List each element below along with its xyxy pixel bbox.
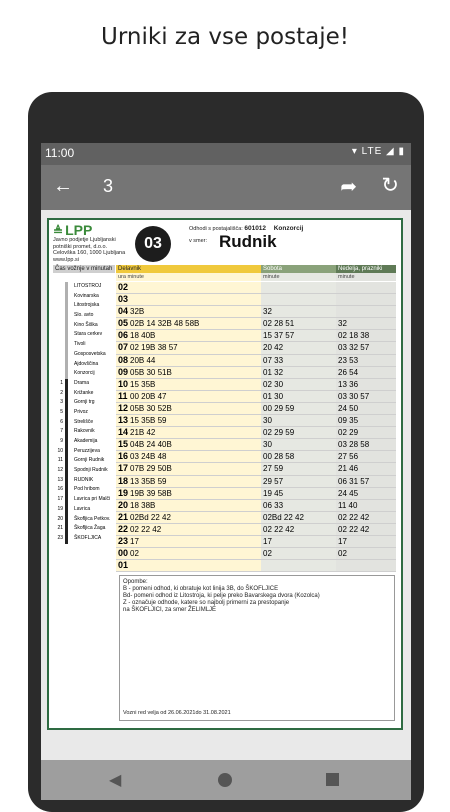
- sunday-minutes: 32: [338, 319, 347, 329]
- saturday-minutes: 00 28 58: [263, 452, 295, 462]
- hour-label: 07: [118, 342, 129, 353]
- saturday-minutes: 01 32: [263, 367, 284, 377]
- hour-label: 23: [118, 535, 129, 546]
- stop-name: Rakovnik: [74, 428, 95, 435]
- stop-item: [53, 330, 115, 340]
- company-line: potniški promet, d.o.o.: [53, 243, 108, 250]
- weekday-minutes: 18 38B: [130, 500, 156, 510]
- stop-name: Gornji Rudnik: [74, 457, 105, 464]
- back-arrow-icon[interactable]: ←: [53, 175, 73, 197]
- hour-label: 19: [118, 487, 129, 498]
- hour-row: [116, 536, 396, 548]
- stop-name: Gosposvetska: [74, 350, 106, 357]
- hour-label: 18: [118, 475, 129, 486]
- travel-minutes: 6: [60, 418, 63, 425]
- hour-label: 12: [118, 402, 129, 413]
- hour-label: 03: [118, 294, 129, 305]
- hour-row: [116, 294, 396, 306]
- sunday-minutes: 13 36: [338, 379, 359, 389]
- stop-item: [53, 515, 115, 525]
- hour-row: [116, 355, 396, 367]
- stop-item: [53, 437, 115, 447]
- route-marker: [65, 408, 68, 418]
- weekday-minutes: 05B 30 52B: [130, 403, 172, 413]
- weekday-minutes: 02B 14 32B 48 58B: [130, 319, 200, 329]
- hour-label: 22: [118, 523, 129, 534]
- stop-name: Konzorcij: [74, 370, 95, 377]
- weekday-cell: [116, 560, 261, 571]
- company-line: Javno podjetje Ljubljanski: [53, 237, 116, 243]
- saturday-minutes: 02 30: [263, 379, 284, 389]
- route-marker: [65, 447, 68, 457]
- saturday-minutes: 02 29 59: [263, 428, 295, 438]
- stop-name: Peruzzijeva: [74, 447, 100, 454]
- sunday-minutes: 03 28 58: [338, 440, 370, 450]
- sunday-minutes: 02 18 38: [338, 331, 370, 341]
- nav-recents-icon[interactable]: [326, 773, 339, 786]
- sunday-header: Nedelja, prazniki: [336, 265, 396, 273]
- saturday-cell: [261, 548, 336, 559]
- travel-minutes: 2: [60, 389, 63, 396]
- company-line: www.lpp.si: [53, 256, 79, 263]
- travel-minutes: 7: [60, 428, 63, 435]
- saturday-minutes: 02 28 51: [263, 319, 295, 329]
- hour-label: 13: [118, 415, 129, 426]
- stop-name: Spodnji Rudnik: [74, 467, 108, 474]
- route-marker: [65, 282, 68, 292]
- route-marker: [65, 485, 68, 495]
- app-bar-title: 3: [103, 176, 114, 196]
- sunday-subheader: minute: [336, 273, 396, 281]
- timetable-grid: [116, 282, 396, 572]
- route-marker: [65, 534, 68, 544]
- weekday-minutes: 18 40B: [130, 331, 156, 341]
- hour-label: 02: [118, 282, 129, 292]
- weekday-minutes: 07B 29 50B: [130, 464, 172, 474]
- sunday-minutes: 27 56: [338, 452, 359, 462]
- saturday-minutes: 07 33: [263, 355, 284, 365]
- nav-back-icon[interactable]: ◀: [109, 772, 122, 789]
- travel-minutes: 1: [60, 379, 63, 386]
- stop-name: Pod hribom: [74, 486, 100, 493]
- sunday-minutes: 02 22 42: [338, 512, 370, 522]
- hour-row: [116, 548, 396, 560]
- hour-row: [116, 403, 396, 415]
- route-marker: [65, 418, 68, 428]
- hour-label: 05: [118, 318, 129, 329]
- hour-label: 09: [118, 366, 129, 377]
- sunday-minutes: 02 22 42: [338, 524, 370, 534]
- stop-item: [53, 282, 115, 292]
- departures-label: Odhodi s postajališča:: [189, 226, 243, 232]
- stop-name: LITOSTROJ: [74, 283, 102, 289]
- stop-code: 601012: [244, 225, 267, 232]
- sunday-minutes: 24 45: [338, 488, 359, 498]
- sunday-minutes: 21 46: [338, 464, 359, 474]
- travel-minutes: 21: [57, 525, 63, 532]
- hour-row: [116, 367, 396, 379]
- travel-minutes: 19: [57, 505, 63, 512]
- hour-label: 08: [118, 354, 129, 365]
- hour-row: [116, 282, 396, 294]
- saturday-minutes: 02: [263, 549, 272, 559]
- direction-name: Rudnik: [219, 232, 277, 251]
- hour-label: 00: [118, 548, 129, 559]
- hour-label: 15: [118, 439, 129, 450]
- saturday-cell: [261, 282, 336, 293]
- stop-name: Privoz: [74, 408, 88, 415]
- sunday-minutes: 24 50: [338, 403, 359, 413]
- stop-name: Gornji trg: [74, 399, 95, 406]
- status-time: 11:00: [45, 146, 75, 160]
- sunday-minutes: 11 40: [338, 500, 358, 510]
- route-marker: [65, 292, 68, 302]
- sunday-minutes: 02: [338, 549, 347, 559]
- hour-label: 20: [118, 499, 129, 510]
- stop-name: Škofljica Žaga: [74, 525, 106, 532]
- stop-item: [53, 389, 115, 399]
- saturday-minutes: 32: [263, 307, 272, 317]
- route-marker: [65, 524, 68, 534]
- saturday-cell: [261, 560, 336, 571]
- stop-item: [53, 321, 115, 331]
- status-bar: [41, 143, 411, 165]
- route-marker: [65, 515, 68, 525]
- route-marker: [65, 437, 68, 447]
- stop-item: [53, 505, 115, 515]
- saturday-minutes: 30: [263, 440, 272, 450]
- weekday-minutes: 05B 30 51B: [130, 367, 172, 377]
- hour-label: 11: [118, 390, 128, 401]
- saturday-minutes: 15 37 57: [263, 331, 295, 341]
- stop-name: Škofljica Petkov.: [74, 515, 111, 522]
- saturday-cell: [261, 536, 336, 547]
- weekday-minutes: 02 19B 38 57: [130, 343, 178, 353]
- saturday-cell: [261, 415, 336, 426]
- travel-minutes: 13: [57, 476, 63, 483]
- stop-item: [53, 418, 115, 428]
- weekday-minutes: 00 20B 47: [130, 391, 167, 401]
- travel-minutes: 12: [57, 467, 63, 474]
- stop-item: [53, 466, 115, 476]
- weekday-minutes: 13 35B 59: [130, 476, 167, 486]
- stop-item: [53, 301, 115, 311]
- stop-name: Akademija: [74, 438, 98, 444]
- travel-minutes: 17: [57, 496, 63, 503]
- nav-home-icon[interactable]: [218, 773, 232, 787]
- stop-name: Lavrica pri Malči: [74, 496, 111, 503]
- stop-item: [53, 369, 115, 379]
- hour-row: [116, 306, 396, 318]
- sunday-cell: [336, 306, 396, 317]
- note-line: B - pomeni odhod, ki obratuje kot linija 3B, do ŠKOFLJICE: [123, 586, 279, 592]
- saturday-minutes: 27 59: [263, 464, 284, 474]
- route-marker: [65, 398, 68, 408]
- travel-minutes: 20: [57, 515, 63, 522]
- route-marker: [65, 389, 68, 399]
- direction-label: v smer:: [189, 238, 208, 244]
- sunday-minutes: 17: [338, 536, 347, 546]
- travel-time-header: Čas vožnje v minutah: [53, 265, 115, 273]
- hour-row: [116, 512, 396, 524]
- line-number-badge: 03: [135, 226, 171, 262]
- saturday-minutes: 00 29 59: [263, 403, 295, 413]
- route-marker: [65, 360, 68, 370]
- travel-minutes: 23: [57, 534, 63, 541]
- stop-name: Stara cerkev: [74, 331, 103, 338]
- route-marker: [65, 476, 68, 486]
- sunday-minutes: 23 53: [338, 355, 359, 365]
- hour-row: [116, 427, 396, 439]
- stop-item: [53, 524, 115, 534]
- stop-item: [53, 447, 115, 457]
- saturday-minutes: 02 22 42: [263, 524, 295, 534]
- status-icons: ▾ LTE ◢ ▮: [351, 146, 405, 157]
- headline: Urniki za vse postaje!: [101, 24, 349, 50]
- travel-minutes: 9: [60, 438, 63, 444]
- sunday-minutes: 03 32 57: [338, 343, 370, 353]
- route-marker: [65, 311, 68, 321]
- app-bar: [41, 165, 411, 210]
- hour-row: [116, 342, 396, 354]
- route-marker: [65, 505, 68, 515]
- sunday-minutes: 06 31 57: [338, 476, 370, 486]
- route-marker: [65, 369, 68, 379]
- route-marker: [65, 495, 68, 505]
- weekday-minutes: 17: [130, 536, 139, 546]
- stop-item: [53, 350, 115, 360]
- logo-text: LPP: [65, 222, 93, 238]
- hour-row: [116, 415, 396, 427]
- stop-item: [53, 485, 115, 495]
- sunday-cell: [336, 294, 396, 305]
- stop-name: ŠKOFLJICA: [74, 534, 102, 541]
- route-marker: [65, 330, 68, 340]
- stop-item: [53, 495, 115, 505]
- stop-name: Ajdovščina: [74, 360, 99, 367]
- stop-item: [53, 311, 115, 321]
- hour-row: [116, 560, 396, 572]
- stop-item: [53, 427, 115, 437]
- travel-minutes: 3: [60, 399, 63, 406]
- validity-note: Vozni red velja od 26.06.2021do 31.08.2021: [123, 710, 231, 716]
- saturday-minutes: 17: [263, 536, 272, 546]
- sunday-minutes: 03 30 57: [338, 391, 370, 401]
- weekday-subheader: ura minute: [116, 273, 261, 281]
- hour-row: [116, 463, 396, 475]
- weekday-minutes: 15 35B: [130, 379, 156, 389]
- saturday-minutes: 29 57: [263, 476, 284, 486]
- stop-item: [53, 408, 115, 418]
- notes-box: [119, 575, 395, 721]
- saturday-minutes: 01 30: [263, 391, 284, 401]
- weekday-minutes: 02 22 42: [130, 524, 162, 534]
- notes-title: Opombe:: [123, 579, 148, 585]
- route-marker: [65, 301, 68, 311]
- stop-item: [53, 476, 115, 486]
- travel-minutes: 11: [57, 457, 63, 464]
- sunday-cell: [336, 282, 396, 293]
- saturday-minutes: 30: [263, 416, 272, 426]
- saturday-minutes: 06 33: [263, 500, 284, 510]
- stop-item: [53, 534, 115, 544]
- sunday-minutes: 02 29: [338, 428, 359, 438]
- route-marker: [65, 456, 68, 466]
- hour-label: 04: [118, 306, 129, 317]
- weekday-minutes: 02Bd 22 42: [130, 512, 171, 522]
- hour-label: 06: [118, 330, 129, 341]
- stop-name: Drama: [74, 379, 90, 386]
- share-icon[interactable]: ➦: [340, 176, 357, 198]
- note-line: Bd- pomeni odhod iz Litostroja, ki pelje preko Bavarskega dvora (Kozolca): [123, 593, 320, 599]
- saturday-minutes: 02Bd 22 42: [263, 512, 304, 522]
- hour-label: 21: [118, 511, 129, 522]
- route-marker: [65, 340, 68, 350]
- weekday-minutes: 32B: [130, 307, 145, 317]
- weekday-minutes: 19B 39 58B: [130, 488, 172, 498]
- stop-item: [53, 379, 115, 389]
- saturday-cell: [261, 294, 336, 305]
- travel-minutes: 5: [60, 408, 63, 415]
- stop-name: Križanke: [74, 389, 94, 396]
- stop-name: Kovinarska: [74, 292, 99, 299]
- weekday-minutes: 04B 24 40B: [130, 440, 172, 450]
- stop-name: Konzorcij: [273, 225, 304, 232]
- note-line: Z - označuje odhode, katere so najbolj primerni za prestopanje: [123, 600, 290, 606]
- weekday-minutes: 03 24B 48: [130, 452, 167, 462]
- company-line: Celovška 160, 1000 Ljubljana: [53, 250, 126, 256]
- sunday-minutes: 09 35: [338, 416, 359, 426]
- lpp-logo-icon: ≜: [53, 224, 64, 238]
- weekday-minutes: 02: [130, 549, 139, 559]
- weekday-cell: [116, 294, 261, 305]
- stop-name: Strelišče: [74, 418, 94, 425]
- travel-minutes: 10: [57, 447, 63, 454]
- timetable-sheet: [47, 218, 403, 730]
- hour-label: 01: [118, 560, 129, 571]
- stop-name: Litostrojska: [74, 302, 100, 309]
- weekday-header: Delavnik: [116, 265, 261, 273]
- sunday-minutes: 26 54: [338, 367, 359, 377]
- route-marker: [65, 321, 68, 331]
- saturday-minutes: 19 45: [263, 488, 284, 498]
- stop-item: [53, 456, 115, 466]
- route-marker: [65, 350, 68, 360]
- stop-name: Lavrica: [74, 505, 91, 512]
- saturday-cell: [261, 306, 336, 317]
- departures-header: [189, 225, 303, 232]
- hour-row: [116, 500, 396, 512]
- hour-row: [116, 318, 396, 330]
- saturday-header: Sobota: [261, 265, 336, 273]
- note-line: na ŠKOFLJICI, za smer ŽELIMLJE: [123, 607, 217, 613]
- stop-item: [53, 398, 115, 408]
- hour-label: 14: [118, 427, 129, 438]
- hour-row: [116, 379, 396, 391]
- stop-name: Slo. avto: [74, 312, 94, 319]
- hour-row: [116, 476, 396, 488]
- hour-label: 10: [118, 378, 129, 389]
- stop-list: [53, 282, 115, 544]
- hour-label: 16: [118, 451, 129, 462]
- hour-row: [116, 451, 396, 463]
- stop-name: RUDNIK: [74, 476, 94, 483]
- hour-row: [116, 391, 396, 403]
- weekday-minutes: 21B 42: [130, 428, 156, 438]
- sunday-cell: [336, 560, 396, 571]
- weekday-minutes: 15 35B 59: [130, 416, 167, 426]
- company-info: [53, 237, 135, 263]
- hour-row: [116, 330, 396, 342]
- stop-name: Kino Šiška: [74, 321, 98, 328]
- hour-row: [116, 439, 396, 451]
- travel-minutes: 16: [57, 486, 63, 493]
- route-marker: [65, 466, 68, 476]
- hour-row: [116, 488, 396, 500]
- stop-item: [53, 360, 115, 370]
- stop-item: [53, 340, 115, 350]
- lpp-logo: [53, 222, 92, 238]
- weekday-minutes: 20B 44: [130, 355, 156, 365]
- saturday-subheader: minute: [261, 273, 336, 281]
- route-marker: [65, 427, 68, 437]
- route-marker: [65, 379, 68, 389]
- saturday-minutes: 20 42: [263, 343, 284, 353]
- stop-item: [53, 292, 115, 302]
- refresh-icon[interactable]: ↻: [381, 174, 399, 197]
- hour-label: 17: [118, 463, 129, 474]
- weekday-cell: [116, 282, 261, 293]
- stop-name: Tivoli: [74, 341, 86, 348]
- saturday-cell: [261, 439, 336, 450]
- hour-row: [116, 524, 396, 536]
